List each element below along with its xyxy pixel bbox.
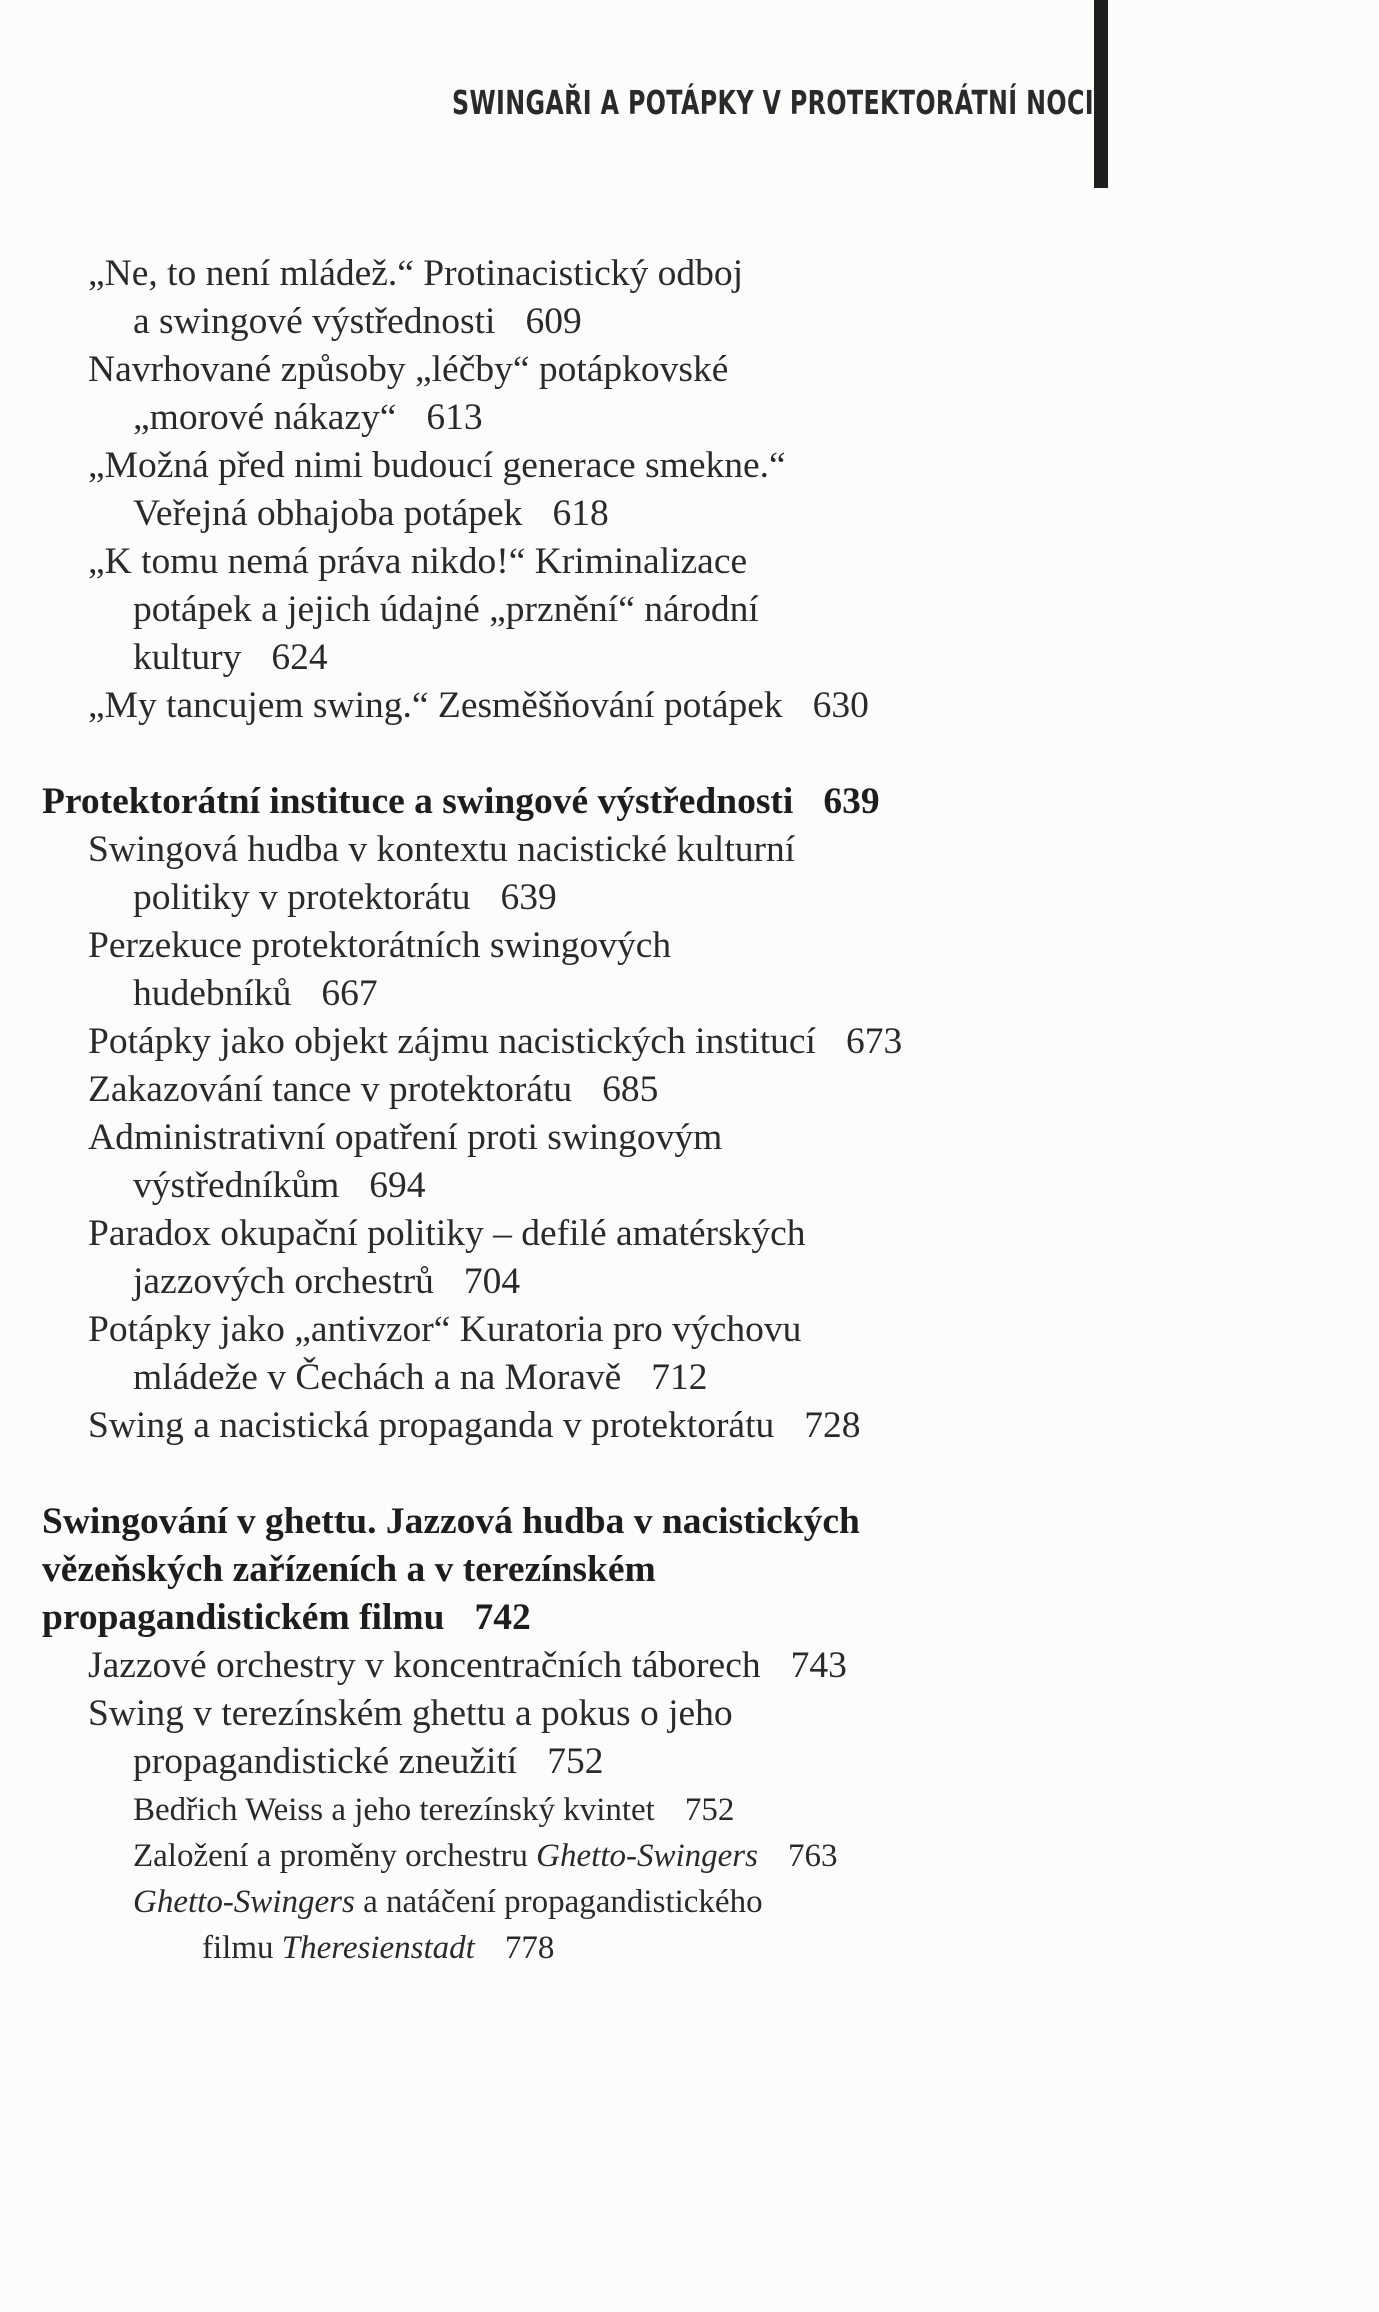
toc-entry: a swingové výstřednosti 609 <box>133 301 582 342</box>
page-number: 728 <box>804 1405 861 1446</box>
toc-entry: propagandistické zneužití 752 <box>133 1741 604 1782</box>
page-number: 667 <box>321 973 378 1014</box>
page-number: 613 <box>426 397 483 438</box>
toc-subentry: filmu Theresienstadt 778 <box>202 1930 555 1966</box>
toc-entry: Paradox okupační politiky – defilé amatérských <box>88 1213 806 1254</box>
page-number: 618 <box>552 493 609 534</box>
film-title: Theresienstadt <box>281 1930 475 1966</box>
running-header: SWINGAŘI A POTÁPKY V PROTEKTORÁTNÍ NOCI <box>452 83 1094 122</box>
toc-entry: výstředníkům 694 <box>133 1165 426 1206</box>
page-number: 685 <box>602 1069 659 1110</box>
toc-entry: Administrativní opatření proti swingovým <box>88 1117 723 1158</box>
page-number: 778 <box>504 1930 555 1966</box>
toc-entry: Navrhované způsoby „léčby“ potápkovské <box>88 349 729 390</box>
toc-entry: politiky v protektorátu 639 <box>133 877 557 918</box>
toc-section-heading: vězeňských zařízeních a v terezínském <box>42 1549 656 1590</box>
toc-entry: jazzových orchestrů 704 <box>133 1261 521 1302</box>
toc-entry: Zakazování tance v protektorátu 685 <box>88 1069 659 1110</box>
toc-subentry: Ghetto-Swingers a natáčení propagandistického <box>133 1884 763 1920</box>
toc-entry: Potápky jako „antivzor“ Kuratoria pro výchovu <box>88 1309 802 1350</box>
toc-entry: kultury 624 <box>133 637 328 678</box>
page-number: 704 <box>463 1261 521 1302</box>
page-number: 763 <box>788 1838 838 1874</box>
toc-subentry: Bedřich Weiss a jeho terezínský kvintet 752 <box>133 1792 735 1828</box>
orchestra-name: Ghetto-Swingers <box>133 1884 355 1920</box>
page-number: 624 <box>271 637 328 678</box>
toc-entry: „K tomu nemá práva nikdo!“ Kriminalizace <box>88 541 748 582</box>
toc-entry: potápek a jejich údajné „prznění“ národní <box>133 589 759 630</box>
toc-entry: Perzekuce protektorátních swingových <box>88 925 672 966</box>
page-number: 752 <box>684 1792 735 1828</box>
page-edge-bar <box>1094 0 1108 188</box>
toc-entry: „My tancujem swing.“ Zesměšňování potápek 630 <box>88 685 869 726</box>
toc-subentry: Založení a proměny orchestru Ghetto-Swingers 763 <box>133 1838 838 1874</box>
toc-entry: Swing a nacistická propaganda v protektorátu 728 <box>88 1405 861 1446</box>
page-number: 694 <box>369 1165 426 1206</box>
toc-section-heading: propagandistickém filmu 742 <box>42 1597 531 1638</box>
page-number: 639 <box>823 781 880 822</box>
toc-entry: mládeže v Čechách a na Moravě 712 <box>133 1357 708 1398</box>
toc-entry: „morové nákazy“ 613 <box>133 397 483 438</box>
toc-entry: Potápky jako objekt zájmu nacistických institucí 673 <box>88 1021 903 1062</box>
toc-entry: Swingová hudba v kontextu nacistické kulturní <box>88 829 796 870</box>
orchestra-name: Ghetto-Swingers <box>536 1838 758 1874</box>
page-number: 752 <box>547 1741 604 1782</box>
toc-entry: Swing v terezínském ghettu a pokus o jeho <box>88 1693 733 1734</box>
toc-entry: Jazzové orchestry v koncentračních táborech 743 <box>88 1645 847 1686</box>
page-number: 712 <box>651 1357 708 1398</box>
page-number: 630 <box>812 685 869 726</box>
toc-entry: „Možná před nimi budoucí generace smekne.“ <box>88 445 786 486</box>
toc-entry: „Ne, to není mládež.“ Protinacistický odboj <box>88 253 744 294</box>
page-number: 609 <box>525 301 582 342</box>
toc-entry: Veřejná obhajoba potápek 618 <box>133 493 609 534</box>
page-number: 742 <box>474 1597 531 1638</box>
toc-section-heading: Swingování v ghettu. Jazzová hudba v nacistických <box>42 1501 860 1542</box>
page-number: 743 <box>790 1645 847 1686</box>
page-number: 673 <box>845 1021 903 1062</box>
toc-section-heading: Protektorátní instituce a swingové výstřednosti 639 <box>42 781 880 822</box>
page-number: 639 <box>500 877 557 918</box>
toc-entry: hudebníků 667 <box>133 973 378 1014</box>
